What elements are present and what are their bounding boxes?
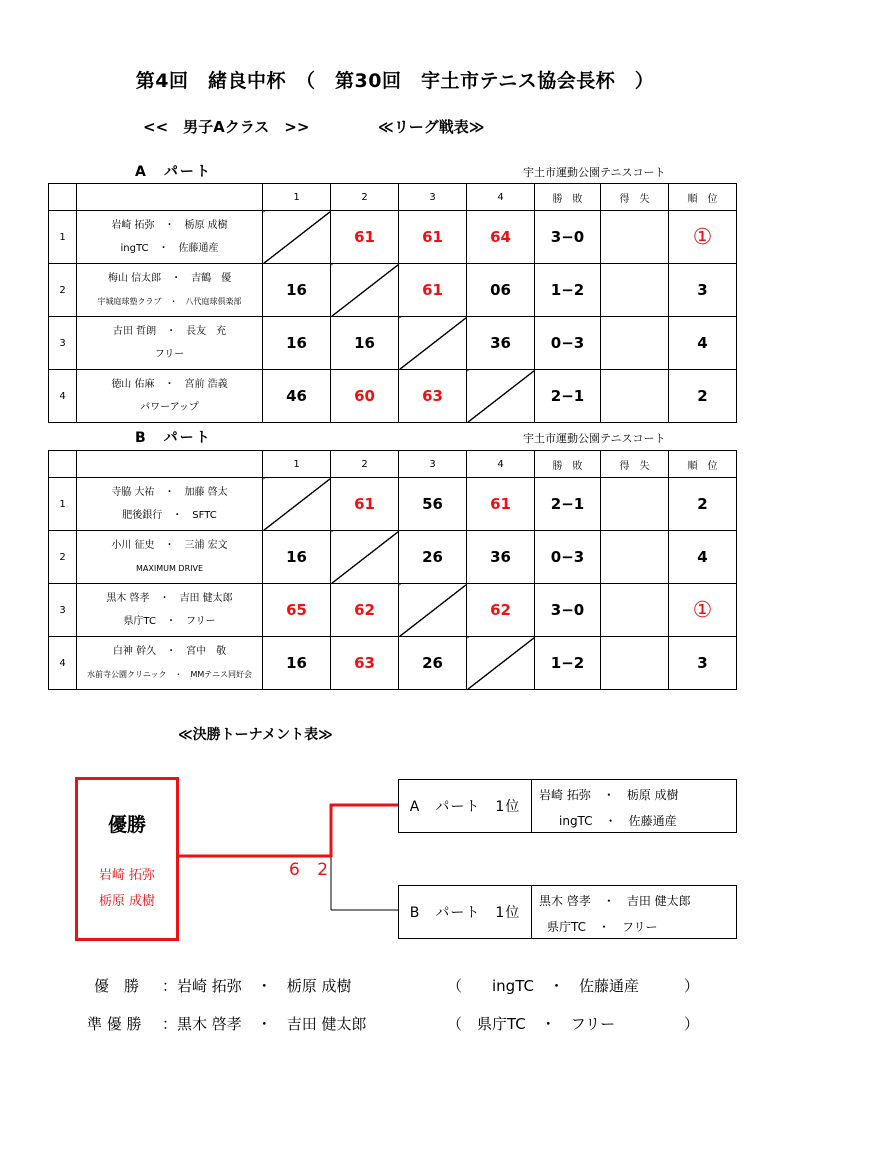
rank-cell: 4	[669, 531, 737, 584]
league-label: ≪リーグ戦表≫	[378, 118, 485, 136]
score-cell: 16	[263, 264, 331, 317]
player-names: 岩崎 拓弥 ・ 栃原 成樹	[111, 220, 228, 231]
score-cell: 56	[399, 478, 467, 531]
score-cell: 26	[399, 531, 467, 584]
row-number: 1	[49, 211, 77, 264]
score-cell: 36	[467, 317, 535, 370]
player-names: 小川 征史 ・ 三浦 宏文	[111, 540, 228, 551]
row-number: 4	[49, 370, 77, 423]
win-loss-cell: 2−1	[535, 478, 601, 531]
winner-close-paren: ）	[684, 977, 700, 995]
runner-up-affiliation: （ 県庁TC ・ フリー	[447, 1015, 616, 1033]
part-a-winner-names: 岩崎 拓弥 ・ 栃原 成樹	[539, 788, 679, 802]
tournament-title: ≪決勝トーナメント表≫	[178, 727, 333, 743]
rank-cell: ①	[669, 584, 737, 637]
col-win-loss: 勝 敗	[535, 451, 601, 478]
row-number: 1	[49, 478, 77, 531]
rank-cell: 2	[669, 478, 737, 531]
final-score: 6 2	[289, 860, 335, 880]
col-rank: 順 位	[669, 184, 737, 211]
col-2: 2	[331, 184, 399, 211]
win-loss-cell: 3−0	[535, 211, 601, 264]
player-affiliation: MAXIMUM DRIVE	[135, 564, 204, 573]
row-number: 3	[49, 584, 77, 637]
player-affiliation: 県庁TC ・ フリー	[123, 616, 216, 627]
part-a-winner-affiliation: ingTC ・ 佐藤通産	[559, 814, 677, 828]
score-cell: 16	[263, 317, 331, 370]
player-affiliation: 肥後銀行 ・ SFTC	[122, 510, 217, 521]
win-loss-cell: 0−3	[535, 317, 601, 370]
col-points: 得 失	[601, 184, 669, 211]
col-4: 4	[467, 451, 535, 478]
winner-label: 優 勝	[94, 977, 140, 995]
player-affiliation: 水前寺公園クリニック ・ MMテニス同好会	[86, 670, 252, 679]
score-cell: 62	[467, 584, 535, 637]
row-number: 3	[49, 317, 77, 370]
score-cell: 63	[331, 637, 399, 690]
rank-cell: 2	[669, 370, 737, 423]
score-cell: 16	[331, 317, 399, 370]
rank-cell: 3	[669, 264, 737, 317]
score-cell: 63	[399, 370, 467, 423]
part-a-label: A パート	[135, 164, 212, 180]
runner-up-names: ：黒木 啓孝 ・ 吉田 健太郎	[162, 1015, 367, 1033]
score-cell: 06	[467, 264, 535, 317]
col-3: 3	[399, 184, 467, 211]
row-number: 2	[49, 531, 77, 584]
runner-up-label: 準 優 勝	[87, 1015, 142, 1033]
score-cell: 64	[467, 211, 535, 264]
player-names: 徳山 佑麻 ・ 宮前 浩義	[111, 379, 228, 390]
win-loss-cell: 3−0	[535, 584, 601, 637]
score-cell: 26	[399, 637, 467, 690]
col-1: 1	[263, 451, 331, 478]
score-cell: 46	[263, 370, 331, 423]
score-cell: 36	[467, 531, 535, 584]
score-cell: 60	[331, 370, 399, 423]
col-1: 1	[263, 184, 331, 211]
score-cell: 61	[331, 478, 399, 531]
part-a-winner-box	[398, 779, 737, 833]
winner-affiliation: （ ingTC ・ 佐藤通産	[447, 977, 639, 995]
score-cell: 62	[331, 584, 399, 637]
player-affiliation: 宇城庭球塾クラブ ・ 八代庭球倶楽部	[97, 297, 242, 306]
part-a-winner-label: A パート 1位	[399, 780, 532, 832]
col-3: 3	[399, 451, 467, 478]
score-cell: 61	[399, 211, 467, 264]
player-affiliation: フリー	[154, 349, 185, 360]
player-names: 寺脇 大祐 ・ 加藤 啓太	[111, 487, 228, 498]
score-cell: 61	[331, 211, 399, 264]
champion-label: 優勝	[107, 814, 146, 836]
rank-cell: 3	[669, 637, 737, 690]
score-cell: 16	[263, 531, 331, 584]
player-affiliation: パワーアップ	[140, 402, 199, 413]
win-loss-cell: 1−2	[535, 264, 601, 317]
class-label: << 男子Aクラス >>	[143, 118, 310, 136]
champion-name-2: 栃原 成樹	[98, 894, 156, 909]
score-cell: 65	[263, 584, 331, 637]
score-cell: 61	[399, 264, 467, 317]
rank-cell: ①	[669, 211, 737, 264]
champion-name-1: 岩崎 拓弥	[98, 868, 156, 883]
part-b-venue: 宇土市運動公園テニスコート	[523, 432, 666, 445]
col-win-loss: 勝 敗	[535, 184, 601, 211]
win-loss-cell: 2−1	[535, 370, 601, 423]
player-names: 古田 哲朗 ・ 長友 充	[112, 326, 227, 337]
part-b-winner-label: B パート 1位	[399, 886, 532, 938]
part-b-winner-names: 黒木 啓孝 ・ 吉田 健太郎	[539, 894, 691, 908]
part-b-winner-affiliation: 県庁TC ・ フリー	[547, 920, 658, 934]
col-4: 4	[467, 184, 535, 211]
col-rank: 順 位	[669, 451, 737, 478]
score-cell: 61	[467, 478, 535, 531]
rank-cell: 4	[669, 317, 737, 370]
player-names: 黒木 啓孝 ・ 吉田 健太郎	[106, 593, 233, 604]
page-title: 第4回 緒良中杯 （ 第30回 宇土市テニス協会長杯 ）	[135, 70, 655, 92]
winner-names: ：岩崎 拓弥 ・ 栃原 成樹	[162, 977, 352, 995]
col-points: 得 失	[601, 451, 669, 478]
part-b-winner-box	[398, 885, 737, 939]
row-number: 4	[49, 637, 77, 690]
win-loss-cell: 0−3	[535, 531, 601, 584]
player-names: 梅山 信太郎 ・ 吉鶴 優	[107, 273, 232, 284]
player-names: 白神 幹久 ・ 宮中 敬	[112, 646, 227, 657]
part-a-venue: 宇土市運動公園テニスコート	[523, 166, 666, 179]
col-2: 2	[331, 451, 399, 478]
part-b-label: B パート	[135, 430, 212, 446]
player-affiliation: ingTC ・ 佐藤通産	[120, 243, 219, 254]
win-loss-cell: 1−2	[535, 637, 601, 690]
runner-up-close-paren: ）	[684, 1015, 700, 1033]
score-cell: 16	[263, 637, 331, 690]
row-number: 2	[49, 264, 77, 317]
